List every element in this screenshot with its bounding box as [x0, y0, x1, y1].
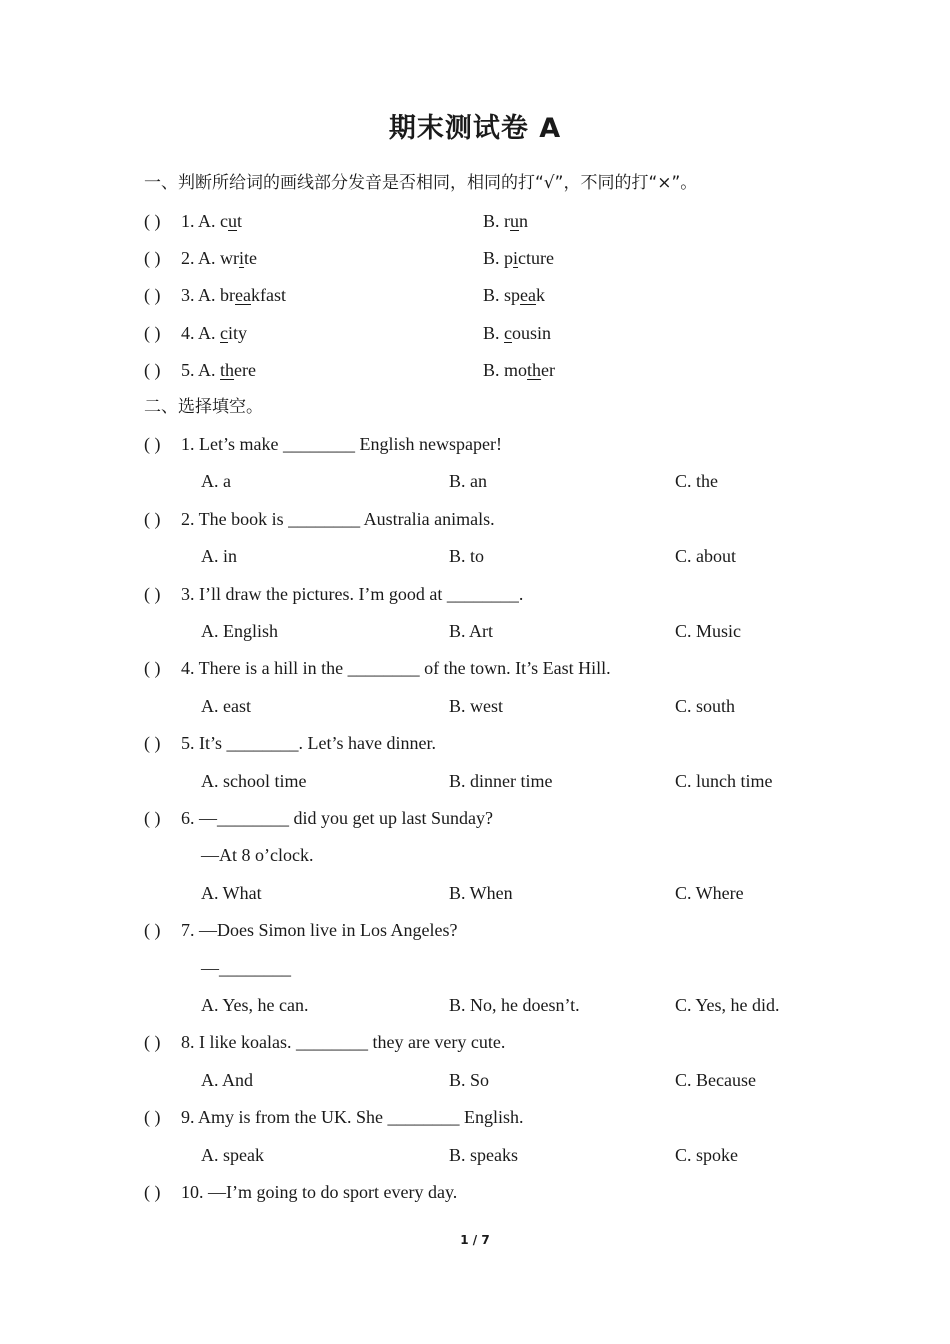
underlined-part: ea: [520, 285, 537, 305]
option-b: B. an: [449, 471, 487, 491]
section2-heading: 二、选择填空。: [144, 397, 263, 417]
word-part: k: [536, 285, 546, 305]
answer-bracket: ( ): [144, 658, 161, 678]
question-text: 8. I like koalas. ________ they are very cute.: [181, 1032, 506, 1052]
underlined-part: th: [220, 360, 235, 380]
option-a-word: [181, 359, 256, 381]
word-part: er: [541, 360, 556, 380]
option-a-word: [181, 210, 242, 232]
option-b-word: [483, 322, 551, 344]
answer-bracket: ( ): [144, 248, 161, 268]
answer-bracket: ( ): [144, 285, 161, 305]
option-c: C. Where: [675, 883, 744, 903]
question-reply: —At 8 o’clock.: [201, 845, 314, 865]
option-label: B.: [483, 248, 505, 268]
question-text: 3. I’ll draw the pictures. I’m good at ________.: [181, 584, 524, 604]
word-part: mo: [504, 360, 528, 380]
item-number: 4. A.: [181, 323, 221, 343]
underlined-part: c: [220, 323, 229, 343]
option-label: B.: [483, 323, 505, 343]
option-a: A. a: [201, 471, 231, 491]
option-b: B. west: [449, 696, 503, 716]
underlined-part: u: [510, 211, 520, 231]
option-b: B. So: [449, 1070, 490, 1090]
option-b-word: [483, 210, 528, 232]
answer-bracket: ( ): [144, 323, 161, 343]
option-a: A. Yes, he can.: [201, 995, 309, 1015]
answer-bracket: ( ): [144, 1032, 161, 1052]
option-b-word: [483, 247, 554, 269]
option-b: B. Art: [449, 621, 494, 641]
option-c: C. Music: [675, 621, 742, 641]
option-b: B. No, he doesn’t.: [449, 995, 580, 1015]
option-c: C. lunch time: [675, 771, 773, 791]
question-text: 1. Let’s make ________ English newspaper!: [181, 434, 502, 454]
option-c: C. Because: [675, 1070, 756, 1090]
word-part: ere: [234, 360, 257, 380]
option-a-word: [181, 247, 257, 269]
underlined-part: c: [504, 323, 513, 343]
question-text: 2. The book is ________ Australia animals.: [181, 509, 495, 529]
word-part: ity: [228, 323, 248, 343]
word-part: t: [237, 211, 243, 231]
option-b-word: [483, 359, 555, 381]
question-text: 6. —________ did you get up last Sunday?: [181, 808, 493, 828]
option-a-word: [181, 284, 286, 306]
question-text: 4. There is a hill in the ________ of the town. It’s East Hill.: [181, 658, 611, 678]
question-text: 9. Amy is from the UK. She ________ English.: [181, 1107, 524, 1127]
option-c: C. spoke: [675, 1145, 738, 1165]
option-c: C. south: [675, 696, 736, 716]
option-b: B. to: [449, 546, 485, 566]
option-a: A. east: [201, 696, 251, 716]
answer-bracket: ( ): [144, 920, 161, 940]
answer-bracket: ( ): [144, 211, 161, 231]
word-part: kfast: [251, 285, 286, 305]
option-a-word: [181, 322, 247, 344]
item-number: 2. A.: [181, 248, 221, 268]
option-c: C. about: [675, 546, 736, 566]
section1-heading: 一、判断所给词的画线部分发音是否相同，相同的打“√”，不同的打“×”。: [144, 173, 698, 193]
underlined-part: i: [513, 248, 519, 268]
answer-bracket: ( ): [144, 509, 161, 529]
underlined-part: th: [527, 360, 542, 380]
word-part: sp: [504, 285, 521, 305]
word-part: r: [504, 211, 511, 231]
question-text: 10. —I’m going to do sport every day.: [181, 1182, 458, 1202]
word-part: n: [519, 211, 529, 231]
word-part: wr: [220, 248, 240, 268]
answer-bracket: ( ): [144, 584, 161, 604]
question-text: 5. It’s ________. Let’s have dinner.: [181, 733, 436, 753]
option-label: B.: [483, 360, 505, 380]
option-label: B.: [483, 285, 505, 305]
option-label: B.: [483, 211, 505, 231]
item-number: 3. A.: [181, 285, 221, 305]
option-c: C. the: [675, 471, 718, 491]
word-part: br: [220, 285, 236, 305]
answer-bracket: ( ): [144, 733, 161, 753]
answer-bracket: ( ): [144, 808, 161, 828]
option-a: A. English: [201, 621, 279, 641]
underlined-part: i: [239, 248, 245, 268]
answer-bracket: ( ): [144, 1107, 161, 1127]
question-reply: —________: [201, 958, 291, 978]
option-b: B. dinner time: [449, 771, 553, 791]
answer-bracket: ( ): [144, 360, 161, 380]
page-title: 期末测试卷 A: [388, 113, 562, 144]
word-part: cture: [518, 248, 555, 268]
underlined-part: u: [228, 211, 238, 231]
question-text: 7. —Does Simon live in Los Angeles?: [181, 920, 458, 940]
option-b: B. When: [449, 883, 513, 903]
option-c: C. Yes, he did.: [675, 995, 780, 1015]
item-number: 1. A.: [181, 211, 221, 231]
option-b: B. speaks: [449, 1145, 518, 1165]
word-part: c: [220, 211, 229, 231]
answer-bracket: ( ): [144, 434, 161, 454]
word-part: p: [504, 248, 514, 268]
option-a: A. And: [201, 1070, 254, 1090]
item-number: 5. A.: [181, 360, 221, 380]
word-part: te: [244, 248, 258, 268]
underlined-part: ea: [235, 285, 251, 305]
option-b-word: [483, 284, 545, 306]
page-number: 1 / 7: [460, 1233, 490, 1247]
option-a: A. in: [201, 546, 237, 566]
option-a: A. speak: [201, 1145, 264, 1165]
word-part: ousin: [512, 323, 552, 343]
option-a: A. What: [201, 883, 262, 903]
option-a: A. school time: [201, 771, 307, 791]
answer-bracket: ( ): [144, 1182, 161, 1202]
